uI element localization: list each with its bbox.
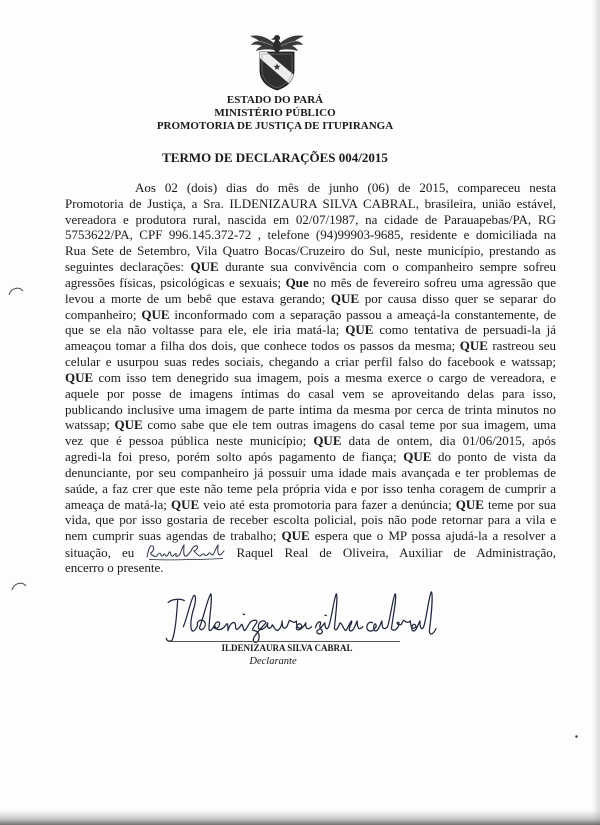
office-name: PROMOTORIA DE JUSTIÇA DE ITUPIRANGA xyxy=(156,119,394,132)
body-line xyxy=(65,481,556,497)
body-line-text: denunciante, por seu companheiro já possuir uma idade mais avançada e ter problemas de xyxy=(65,464,556,480)
body-line-text: agressões físicas, psicológicas e sexuais; Que no mês de fevereiro sofreu uma agressão que xyxy=(65,274,556,290)
body-line-closing xyxy=(65,544,556,560)
body-line-text: ameaça de matá-la; QUE veio até esta promotoria para fazer a denúncia; QUE teme por sua xyxy=(65,496,556,512)
body-line xyxy=(65,227,556,243)
body-line-text: 5753622/PA, CPF 996.145.372-72 , telefone (94)99903-9685, residente e domiciliada na xyxy=(65,227,556,243)
que-keyword: QUE xyxy=(345,322,374,338)
body-line xyxy=(65,386,556,402)
body-line xyxy=(65,259,556,275)
que-keyword: QUE xyxy=(459,338,488,354)
ministry-name: MINISTÉRIO PÚBLICO xyxy=(214,106,336,119)
body-line-text: nem cumprir suas agendas de trabalho; QUE espera que o MP possa ajudá-la a resolver a xyxy=(65,528,556,544)
body-line xyxy=(65,465,556,481)
que-keyword: QUE xyxy=(403,449,432,465)
body-line xyxy=(65,370,556,386)
body-line xyxy=(65,291,556,307)
body-line xyxy=(65,307,556,323)
clerk-signature xyxy=(145,544,225,561)
scan-edge-right xyxy=(592,0,600,825)
scan-dot xyxy=(574,734,579,739)
body-line xyxy=(65,528,556,544)
body-line xyxy=(65,417,556,433)
final-line-text: encerro o presente. xyxy=(65,559,164,575)
body-line-text: que se ela não voltasse para ele, ele iria matá-la; QUE como tentativa de persuadi-la já xyxy=(65,322,556,338)
body-line xyxy=(65,212,556,228)
body-line-text: aquele por posse de imagens íntimas do casal vem se aproveitando delas para isso, xyxy=(65,385,556,401)
body-line xyxy=(65,180,556,196)
body-line xyxy=(65,243,556,259)
que-keyword: QUE xyxy=(141,306,170,322)
declaration-body xyxy=(65,180,556,576)
que-keyword: QUE xyxy=(281,528,310,544)
state-name: ESTADO DO PARÁ xyxy=(226,93,324,106)
scan-mark xyxy=(10,580,28,592)
que-keyword: QUE xyxy=(114,417,143,433)
body-line xyxy=(65,449,556,465)
scan-edge-bottom xyxy=(0,810,600,825)
body-line-text: ameaçou tomar a filha dos dois, que conhece todos os passos da mesma; QUE rastreou seu xyxy=(65,338,556,354)
que-keyword: QUE xyxy=(190,259,219,275)
body-line xyxy=(65,196,556,212)
scan-mark xyxy=(7,285,25,297)
que-keyword: QUE xyxy=(455,496,484,512)
que-keyword: QUE xyxy=(65,369,94,385)
body-line xyxy=(65,338,556,354)
declarant-signature xyxy=(152,588,437,648)
body-line-text: Promotoria de Justiça, a Sra. ILDENIZAURA SILVA CABRAL, brasileira, união estável, xyxy=(65,195,556,211)
closing-text-after: Raquel Real de Oliveira, Auxiliar de Administração, xyxy=(236,545,557,561)
declarant-name: ILDENIZAURA SILVA CABRAL xyxy=(221,643,353,653)
body-line-text: vida, que por isso gostaria de receber escolta policial, pois não pode retornar para a vila e xyxy=(65,512,556,528)
letterhead xyxy=(75,94,475,133)
document-title: TERMO DE DECLARAÇÕES 004/2015 xyxy=(162,150,388,165)
body-line xyxy=(65,512,556,528)
body-line-text: publicando inclusive uma imagem de parte intima da mesma por cerca de trinta minutos no xyxy=(65,401,556,417)
body-line-text: celular e usurpou suas redes sociais, chegando a criar perfil falso do facebook e watssap; xyxy=(65,354,556,370)
body-line xyxy=(65,322,556,338)
coat-of-arms-icon xyxy=(249,29,305,91)
body-line xyxy=(65,433,556,449)
closing-text-before: situação, eu xyxy=(65,545,135,561)
body-line xyxy=(65,497,556,513)
body-line-text: vereadora e produtora rural, nascida em 02/07/1987, na cidade de Parauapebas/PA, RG xyxy=(65,211,556,227)
body-line-text: agredi-la foi preso, porém solto após pagamento de fiança; QUE do ponto de vista da xyxy=(65,449,556,465)
body-line-text: watssap; QUE como sabe que ele tem outras imagens do casal teme por sua imagem, uma xyxy=(65,417,556,433)
declarant-role: Declarante xyxy=(249,656,297,667)
body-line-text: Aos 02 (dois) dias do mês de junho (06) de 2015, compareceu nesta xyxy=(135,180,556,195)
body-line-text: levou a morte de um bebê que estava gerando; QUE por causa disso quer se separar do xyxy=(65,290,556,306)
body-line xyxy=(65,402,556,418)
que-keyword: Que xyxy=(285,274,309,290)
body-line xyxy=(65,275,556,291)
que-keyword: QUE xyxy=(170,496,200,512)
body-line-final xyxy=(65,560,556,576)
body-line-text: QUE com isso tem denegrido sua imagem, pois a mesma exerce o cargo de vereadora, e xyxy=(65,369,556,385)
body-line xyxy=(65,354,556,370)
body-line-text: saúde, a faz crer que este não teme pela própria vida e por isso tenha coragem de cumprir a xyxy=(65,480,556,496)
body-line-text: seguintes declarações: QUE durante sua convivência com o companheiro sempre sofreu xyxy=(65,259,556,275)
que-keyword: QUE xyxy=(330,290,360,306)
que-keyword: QUE xyxy=(313,433,342,449)
body-line-text: vez que é pessoa pública neste município; QUE data de ontem, dia 01/06/2015, após xyxy=(65,433,556,449)
body-line-text: companheiro; QUE inconformado com a separação passou a ameaçá-la constantemente, de xyxy=(65,306,556,322)
body-line-text: Rua Sete de Setembro, Vila Quatro Bocas/Cruzeiro do Sul, neste município, prestando as xyxy=(65,243,556,259)
